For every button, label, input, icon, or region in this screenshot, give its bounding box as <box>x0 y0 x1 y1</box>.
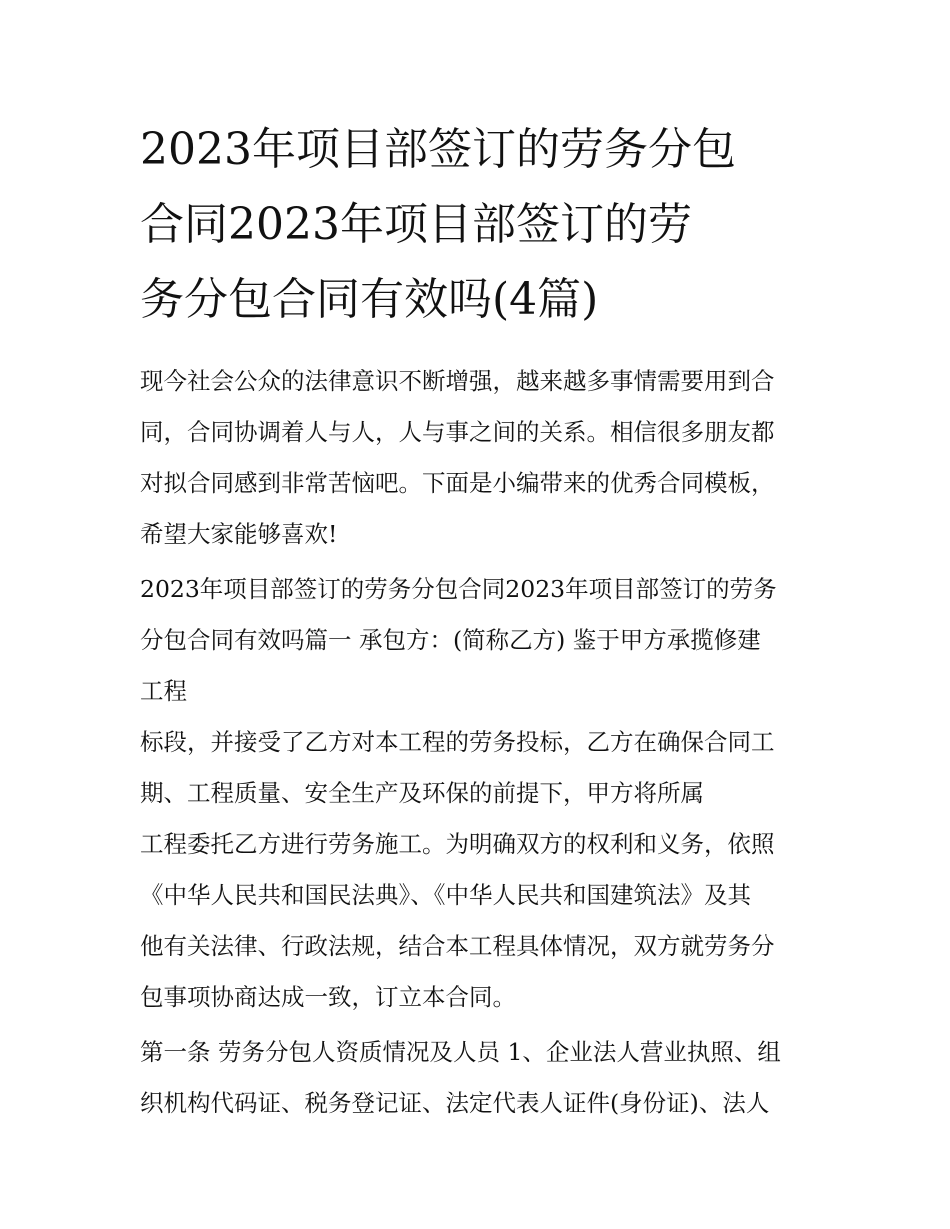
title-line: 2023年项目部签订的劳务分包 <box>140 124 736 175</box>
text-line: 包事项协商达成一致，订立本合同。 <box>140 983 516 1011</box>
text-line: 2023年项目部签订的劳务分包合同2023年项目部签订的劳务 <box>140 575 777 603</box>
text-line: 《中华人民共和国民法典》、《中华人民共和国建筑法》及其 <box>140 881 751 909</box>
document-body <box>140 356 820 1133</box>
text-line: 标段，并接受了乙方对本工程的劳务投标，乙方在确保合同工 <box>140 728 775 756</box>
document-title <box>140 112 820 337</box>
text-line: 希望大家能够喜欢! <box>140 520 338 548</box>
text-line: 期、工程质量、安全生产及环保的前提下，甲方将所属 <box>140 779 704 807</box>
intro-paragraph <box>140 356 820 560</box>
text-line: 工程 <box>140 677 187 705</box>
text-line: 织机构代码证、税务登记证、法定代表人证件(身份证)、法人 <box>140 1089 770 1117</box>
title-line: 务分包合同有效吗(4篇) <box>140 274 599 325</box>
text-line: 工程委托乙方进行劳务施工。为明确双方的权利和义务，依照 <box>140 830 775 858</box>
text-line: 现今社会公众的法律意识不断增强，越来越多事情需要用到合 <box>140 367 775 395</box>
text-line: 他有关法律、行政法规，结合本工程具体情况，双方就劳务分 <box>140 932 775 960</box>
article-one-paragraph <box>140 1027 820 1129</box>
text-line: 对拟合同感到非常苦恼吧。下面是小编带来的优秀合同模板， <box>140 469 775 497</box>
text-line: 第一条 劳务分包人资质情况及人员 1、企业法人营业执照、组 <box>140 1038 781 1066</box>
text-line: 分包合同有效吗篇一 承包方：(简称乙方) 鉴于甲方承揽修建 <box>140 626 761 654</box>
text-line: 同，合同协调着人与人，人与事之间的关系。相信很多朋友都 <box>140 418 775 446</box>
title-line: 合同2023年项目部签订的劳 <box>140 199 692 250</box>
contract-paragraph <box>140 564 820 1023</box>
